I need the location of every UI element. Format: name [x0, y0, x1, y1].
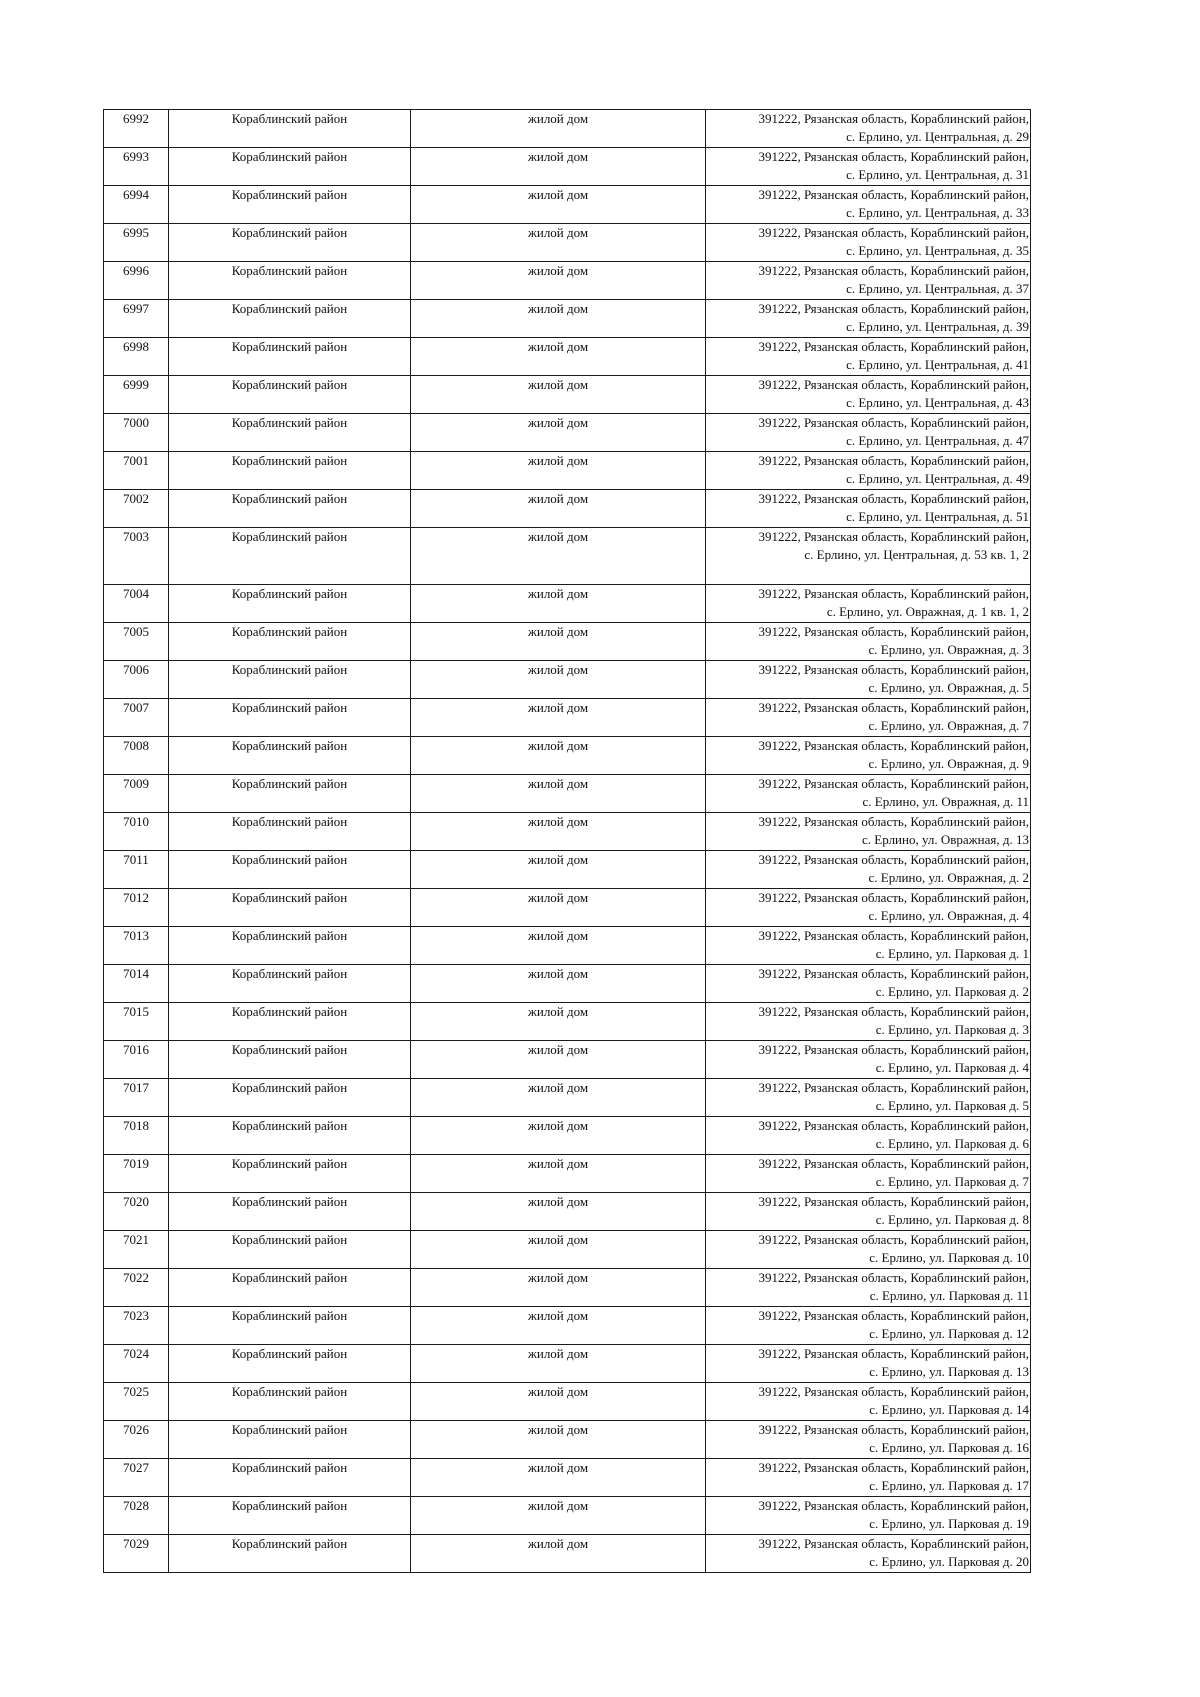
row-number-cell: 7027	[104, 1459, 169, 1497]
address-line-1: 391222, Рязанская область, Кораблинский район,	[758, 586, 1029, 601]
district-cell: Кораблинский район	[169, 300, 411, 338]
address-cell	[706, 262, 1031, 300]
object-type-cell: жилой дом	[411, 585, 706, 623]
address-line-1: 391222, Рязанская область, Кораблинский район,	[758, 1004, 1029, 1019]
address-line-1: 391222, Рязанская область, Кораблинский район,	[758, 415, 1029, 430]
table-row	[104, 889, 1031, 927]
district-cell: Кораблинский район	[169, 262, 411, 300]
address-cell	[706, 110, 1031, 148]
address-cell	[706, 338, 1031, 376]
object-type-cell: жилой дом	[411, 224, 706, 262]
object-type-cell: жилой дом	[411, 661, 706, 699]
table-row	[104, 262, 1031, 300]
object-type-cell: жилой дом	[411, 1155, 706, 1193]
object-type-cell: жилой дом	[411, 813, 706, 851]
district-cell: Кораблинский район	[169, 699, 411, 737]
district-cell: Кораблинский район	[169, 1231, 411, 1269]
address-cell	[706, 1117, 1031, 1155]
address-cell	[706, 775, 1031, 813]
address-cell	[706, 927, 1031, 965]
address-cell	[706, 186, 1031, 224]
district-cell: Кораблинский район	[169, 851, 411, 889]
row-number-cell: 7000	[104, 414, 169, 452]
row-number-cell: 7029	[104, 1535, 169, 1573]
row-number-cell: 7019	[104, 1155, 169, 1193]
row-number-cell: 7017	[104, 1079, 169, 1117]
object-type-cell: жилой дом	[411, 414, 706, 452]
district-cell: Кораблинский район	[169, 623, 411, 661]
row-number-cell: 7008	[104, 737, 169, 775]
table-row	[104, 490, 1031, 528]
address-cell	[706, 1193, 1031, 1231]
address-line-2: с. Ерлино, ул. Парковая д. 20	[869, 1554, 1029, 1569]
object-type-cell: жилой дом	[411, 965, 706, 1003]
district-cell: Кораблинский район	[169, 1117, 411, 1155]
district-cell: Кораблинский район	[169, 490, 411, 528]
address-cell	[706, 1421, 1031, 1459]
district-cell: Кораблинский район	[169, 1155, 411, 1193]
table-row	[104, 1307, 1031, 1345]
object-type-cell: жилой дом	[411, 1535, 706, 1573]
address-line-1: 391222, Рязанская область, Кораблинский район,	[758, 738, 1029, 753]
district-cell: Кораблинский район	[169, 1269, 411, 1307]
address-line-2: с. Ерлино, ул. Центральная, д. 37	[846, 281, 1029, 296]
address-line-2: с. Ерлино, ул. Центральная, д. 33	[846, 205, 1029, 220]
address-cell	[706, 1535, 1031, 1573]
address-line-1: 391222, Рязанская область, Кораблинский район,	[758, 301, 1029, 316]
address-line-1: 391222, Рязанская область, Кораблинский район,	[758, 1270, 1029, 1285]
address-line-1: 391222, Рязанская область, Кораблинский район,	[758, 263, 1029, 278]
district-cell: Кораблинский район	[169, 927, 411, 965]
address-line-1: 391222, Рязанская область, Кораблинский район,	[758, 377, 1029, 392]
address-cell	[706, 737, 1031, 775]
row-number-cell: 6997	[104, 300, 169, 338]
address-cell	[706, 1383, 1031, 1421]
row-number-cell: 7016	[104, 1041, 169, 1079]
table-row	[104, 452, 1031, 490]
row-number-cell: 6994	[104, 186, 169, 224]
row-number-cell: 7020	[104, 1193, 169, 1231]
object-type-cell: жилой дом	[411, 1345, 706, 1383]
address-cell	[706, 1497, 1031, 1535]
address-line-2: с. Ерлино, ул. Овражная, д. 5	[868, 680, 1029, 695]
row-number-cell: 6996	[104, 262, 169, 300]
address-cell	[706, 585, 1031, 623]
address-line-1: 391222, Рязанская область, Кораблинский район,	[758, 225, 1029, 240]
address-line-2: с. Ерлино, ул. Парковая д. 19	[869, 1516, 1029, 1531]
object-type-cell: жилой дом	[411, 262, 706, 300]
address-line-2: с. Ерлино, ул. Овражная, д. 2	[868, 870, 1029, 885]
address-line-2: с. Ерлино, ул. Центральная, д. 39	[846, 319, 1029, 334]
address-line-1: 391222, Рязанская область, Кораблинский район,	[758, 1346, 1029, 1361]
district-cell: Кораблинский район	[169, 186, 411, 224]
district-cell: Кораблинский район	[169, 1383, 411, 1421]
row-number-cell: 7007	[104, 699, 169, 737]
table-row	[104, 661, 1031, 699]
object-type-cell: жилой дом	[411, 1307, 706, 1345]
table-row	[104, 1345, 1031, 1383]
district-cell: Кораблинский район	[169, 1421, 411, 1459]
district-cell: Кораблинский район	[169, 1535, 411, 1573]
object-type-cell: жилой дом	[411, 1231, 706, 1269]
address-cell	[706, 148, 1031, 186]
table-row	[104, 1117, 1031, 1155]
object-type-cell: жилой дом	[411, 452, 706, 490]
row-number-cell: 7023	[104, 1307, 169, 1345]
district-cell: Кораблинский район	[169, 1497, 411, 1535]
object-type-cell: жилой дом	[411, 376, 706, 414]
object-type-cell: жилой дом	[411, 1269, 706, 1307]
address-cell	[706, 1307, 1031, 1345]
address-cell	[706, 1269, 1031, 1307]
address-line-2: с. Ерлино, ул. Парковая д. 16	[869, 1440, 1029, 1455]
row-number-cell: 7026	[104, 1421, 169, 1459]
object-type-cell: жилой дом	[411, 1383, 706, 1421]
object-type-cell: жилой дом	[411, 338, 706, 376]
address-line-1: 391222, Рязанская область, Кораблинский район,	[758, 1308, 1029, 1323]
district-cell: Кораблинский район	[169, 414, 411, 452]
object-type-cell: жилой дом	[411, 1079, 706, 1117]
table-row	[104, 1383, 1031, 1421]
table-row	[104, 1421, 1031, 1459]
object-type-cell: жилой дом	[411, 775, 706, 813]
object-type-cell: жилой дом	[411, 851, 706, 889]
row-number-cell: 7006	[104, 661, 169, 699]
table-row	[104, 414, 1031, 452]
row-number-cell: 7002	[104, 490, 169, 528]
address-cell	[706, 623, 1031, 661]
object-type-cell: жилой дом	[411, 1041, 706, 1079]
table-row	[104, 1041, 1031, 1079]
district-cell: Кораблинский район	[169, 1459, 411, 1497]
row-number-cell: 6995	[104, 224, 169, 262]
address-line-2: с. Ерлино, ул. Овражная, д. 3	[868, 642, 1029, 657]
address-line-2: с. Ерлино, ул. Центральная, д. 47	[846, 433, 1029, 448]
row-number-cell: 7001	[104, 452, 169, 490]
address-line-1: 391222, Рязанская область, Кораблинский район,	[758, 187, 1029, 202]
district-cell: Кораблинский район	[169, 585, 411, 623]
table-row	[104, 699, 1031, 737]
address-cell	[706, 300, 1031, 338]
object-type-cell: жилой дом	[411, 528, 706, 585]
district-cell: Кораблинский район	[169, 1345, 411, 1383]
address-line-1: 391222, Рязанская область, Кораблинский район,	[758, 491, 1029, 506]
table-row	[104, 775, 1031, 813]
address-cell	[706, 1345, 1031, 1383]
address-cell	[706, 1041, 1031, 1079]
address-line-2: с. Ерлино, ул. Овражная, д. 11	[862, 794, 1029, 809]
district-cell: Кораблинский район	[169, 737, 411, 775]
address-cell	[706, 1003, 1031, 1041]
object-type-cell: жилой дом	[411, 490, 706, 528]
address-line-1: 391222, Рязанская область, Кораблинский район,	[758, 1156, 1029, 1171]
table-row	[104, 623, 1031, 661]
row-number-cell: 7013	[104, 927, 169, 965]
table-row	[104, 528, 1031, 585]
address-cell	[706, 452, 1031, 490]
row-number-cell: 7014	[104, 965, 169, 1003]
address-line-2: с. Ерлино, ул. Парковая д. 3	[875, 1022, 1029, 1037]
address-line-2: с. Ерлино, ул. Парковая д. 2	[875, 984, 1029, 999]
address-cell	[706, 699, 1031, 737]
address-line-2: с. Ерлино, ул. Центральная, д. 53 кв. 1, 2	[804, 547, 1029, 562]
address-line-1: 391222, Рязанская область, Кораблинский район,	[758, 1498, 1029, 1513]
district-cell: Кораблинский район	[169, 965, 411, 1003]
address-cell	[706, 813, 1031, 851]
address-line-1: 391222, Рязанская область, Кораблинский район,	[758, 1460, 1029, 1475]
address-line-2: с. Ерлино, ул. Центральная, д. 41	[846, 357, 1029, 372]
address-line-2: с. Ерлино, ул. Центральная, д. 31	[846, 167, 1029, 182]
object-type-cell: жилой дом	[411, 1193, 706, 1231]
row-number-cell: 7012	[104, 889, 169, 927]
address-line-2: с. Ерлино, ул. Центральная, д. 51	[846, 509, 1029, 524]
address-cell	[706, 851, 1031, 889]
address-line-2: с. Ерлино, ул. Центральная, д. 29	[846, 129, 1029, 144]
row-number-cell: 7022	[104, 1269, 169, 1307]
row-number-cell: 7021	[104, 1231, 169, 1269]
table-row	[104, 851, 1031, 889]
table-row	[104, 927, 1031, 965]
district-cell: Кораблинский район	[169, 1041, 411, 1079]
address-line-1: 391222, Рязанская область, Кораблинский район,	[758, 890, 1029, 905]
row-number-cell: 6998	[104, 338, 169, 376]
object-type-cell: жилой дом	[411, 148, 706, 186]
address-line-1: 391222, Рязанская область, Кораблинский район,	[758, 624, 1029, 639]
row-number-cell: 7018	[104, 1117, 169, 1155]
district-cell: Кораблинский район	[169, 813, 411, 851]
address-line-1: 391222, Рязанская область, Кораблинский район,	[758, 966, 1029, 981]
address-line-1: 391222, Рязанская область, Кораблинский район,	[758, 149, 1029, 164]
address-cell	[706, 889, 1031, 927]
row-number-cell: 7010	[104, 813, 169, 851]
row-number-cell: 6992	[104, 110, 169, 148]
row-number-cell: 7024	[104, 1345, 169, 1383]
district-cell: Кораблинский район	[169, 1079, 411, 1117]
address-cell	[706, 965, 1031, 1003]
address-cell	[706, 376, 1031, 414]
district-cell: Кораблинский район	[169, 661, 411, 699]
address-line-1: 391222, Рязанская область, Кораблинский район,	[758, 1536, 1029, 1551]
address-line-2: с. Ерлино, ул. Парковая д. 7	[875, 1174, 1029, 1189]
address-line-2: с. Ерлино, ул. Парковая д. 11	[869, 1288, 1029, 1303]
address-line-1: 391222, Рязанская область, Кораблинский район,	[758, 1384, 1029, 1399]
table-row	[104, 737, 1031, 775]
district-cell: Кораблинский район	[169, 224, 411, 262]
address-line-2: с. Ерлино, ул. Овражная, д. 13	[862, 832, 1029, 847]
district-cell: Кораблинский район	[169, 376, 411, 414]
address-line-1: 391222, Рязанская область, Кораблинский район,	[758, 529, 1029, 544]
table-row	[104, 813, 1031, 851]
row-number-cell: 7028	[104, 1497, 169, 1535]
district-cell: Кораблинский район	[169, 1307, 411, 1345]
table-row	[104, 148, 1031, 186]
address-line-2: с. Ерлино, ул. Парковая д. 8	[875, 1212, 1029, 1227]
address-line-2: с. Ерлино, ул. Овражная, д. 4	[868, 908, 1029, 923]
table-row	[104, 1497, 1031, 1535]
address-line-2: с. Ерлино, ул. Овражная, д. 9	[868, 756, 1029, 771]
address-line-2: с. Ерлино, ул. Парковая д. 10	[869, 1250, 1029, 1265]
row-number-cell: 7005	[104, 623, 169, 661]
address-line-2: с. Ерлино, ул. Парковая д. 14	[869, 1402, 1029, 1417]
address-line-1: 391222, Рязанская область, Кораблинский район,	[758, 1080, 1029, 1095]
address-line-2: с. Ерлино, ул. Парковая д. 13	[869, 1364, 1029, 1379]
table-row	[104, 110, 1031, 148]
housing-registry-table	[103, 109, 1031, 1573]
object-type-cell: жилой дом	[411, 110, 706, 148]
address-line-1: 391222, Рязанская область, Кораблинский район,	[758, 1232, 1029, 1247]
address-line-2: с. Ерлино, ул. Парковая д. 17	[869, 1478, 1029, 1493]
table-row	[104, 300, 1031, 338]
row-number-cell: 7025	[104, 1383, 169, 1421]
table-row	[104, 1231, 1031, 1269]
row-number-cell: 7015	[104, 1003, 169, 1041]
address-line-2: с. Ерлино, ул. Овражная, д. 7	[868, 718, 1029, 733]
table-row	[104, 1459, 1031, 1497]
object-type-cell: жилой дом	[411, 1117, 706, 1155]
row-number-cell: 7009	[104, 775, 169, 813]
table-row	[104, 1535, 1031, 1573]
address-line-1: 391222, Рязанская область, Кораблинский район,	[758, 1118, 1029, 1133]
address-line-1: 391222, Рязанская область, Кораблинский район,	[758, 700, 1029, 715]
address-line-1: 391222, Рязанская область, Кораблинский район,	[758, 852, 1029, 867]
object-type-cell: жилой дом	[411, 1459, 706, 1497]
address-line-1: 391222, Рязанская область, Кораблинский район,	[758, 1422, 1029, 1437]
address-cell	[706, 1459, 1031, 1497]
object-type-cell: жилой дом	[411, 1003, 706, 1041]
address-line-1: 391222, Рязанская область, Кораблинский район,	[758, 339, 1029, 354]
table-row	[104, 1003, 1031, 1041]
row-number-cell: 7004	[104, 585, 169, 623]
table-row	[104, 965, 1031, 1003]
district-cell: Кораблинский район	[169, 1003, 411, 1041]
address-cell	[706, 414, 1031, 452]
object-type-cell: жилой дом	[411, 1421, 706, 1459]
address-line-2: с. Ерлино, ул. Парковая д. 5	[875, 1098, 1029, 1113]
table-row	[104, 186, 1031, 224]
table-row	[104, 224, 1031, 262]
district-cell: Кораблинский район	[169, 528, 411, 585]
table-body	[104, 110, 1031, 1573]
object-type-cell: жилой дом	[411, 1497, 706, 1535]
table-row	[104, 1079, 1031, 1117]
object-type-cell: жилой дом	[411, 186, 706, 224]
table-row	[104, 376, 1031, 414]
object-type-cell: жилой дом	[411, 699, 706, 737]
address-line-1: 391222, Рязанская область, Кораблинский район,	[758, 814, 1029, 829]
address-line-2: с. Ерлино, ул. Центральная, д. 35	[846, 243, 1029, 258]
table-row	[104, 338, 1031, 376]
district-cell: Кораблинский район	[169, 110, 411, 148]
address-line-1: 391222, Рязанская область, Кораблинский район,	[758, 928, 1029, 943]
table-row	[104, 1155, 1031, 1193]
address-line-1: 391222, Рязанская область, Кораблинский район,	[758, 776, 1029, 791]
object-type-cell: жилой дом	[411, 927, 706, 965]
address-cell	[706, 224, 1031, 262]
district-cell: Кораблинский район	[169, 775, 411, 813]
district-cell: Кораблинский район	[169, 889, 411, 927]
address-line-2: с. Ерлино, ул. Центральная, д. 43	[846, 395, 1029, 410]
object-type-cell: жилой дом	[411, 889, 706, 927]
row-number-cell: 7011	[104, 851, 169, 889]
address-line-2: с. Ерлино, ул. Центральная, д. 49	[846, 471, 1029, 486]
object-type-cell: жилой дом	[411, 737, 706, 775]
address-cell	[706, 1231, 1031, 1269]
address-cell	[706, 490, 1031, 528]
district-cell: Кораблинский район	[169, 1193, 411, 1231]
district-cell: Кораблинский район	[169, 452, 411, 490]
address-cell	[706, 1155, 1031, 1193]
address-line-1: 391222, Рязанская область, Кораблинский район,	[758, 662, 1029, 677]
address-line-1: 391222, Рязанская область, Кораблинский район,	[758, 1194, 1029, 1209]
address-line-1: 391222, Рязанская область, Кораблинский район,	[758, 1042, 1029, 1057]
address-cell	[706, 1079, 1031, 1117]
address-line-1: 391222, Рязанская область, Кораблинский район,	[758, 453, 1029, 468]
district-cell: Кораблинский район	[169, 148, 411, 186]
table-row	[104, 1193, 1031, 1231]
address-line-1: 391222, Рязанская область, Кораблинский район,	[758, 111, 1029, 126]
address-line-2: с. Ерлино, ул. Парковая д. 4	[875, 1060, 1029, 1075]
row-number-cell: 6993	[104, 148, 169, 186]
row-number-cell: 6999	[104, 376, 169, 414]
table-row	[104, 585, 1031, 623]
district-cell: Кораблинский район	[169, 338, 411, 376]
address-line-2: с. Ерлино, ул. Парковая д. 6	[875, 1136, 1029, 1151]
address-line-2: с. Ерлино, ул. Парковая д. 12	[869, 1326, 1029, 1341]
object-type-cell: жилой дом	[411, 300, 706, 338]
object-type-cell: жилой дом	[411, 623, 706, 661]
address-line-2: с. Ерлино, ул. Овражная, д. 1 кв. 1, 2	[826, 604, 1029, 619]
table-row	[104, 1269, 1031, 1307]
address-cell	[706, 528, 1031, 585]
row-number-cell: 7003	[104, 528, 169, 585]
address-cell	[706, 661, 1031, 699]
address-line-2: с. Ерлино, ул. Парковая д. 1	[875, 946, 1029, 961]
